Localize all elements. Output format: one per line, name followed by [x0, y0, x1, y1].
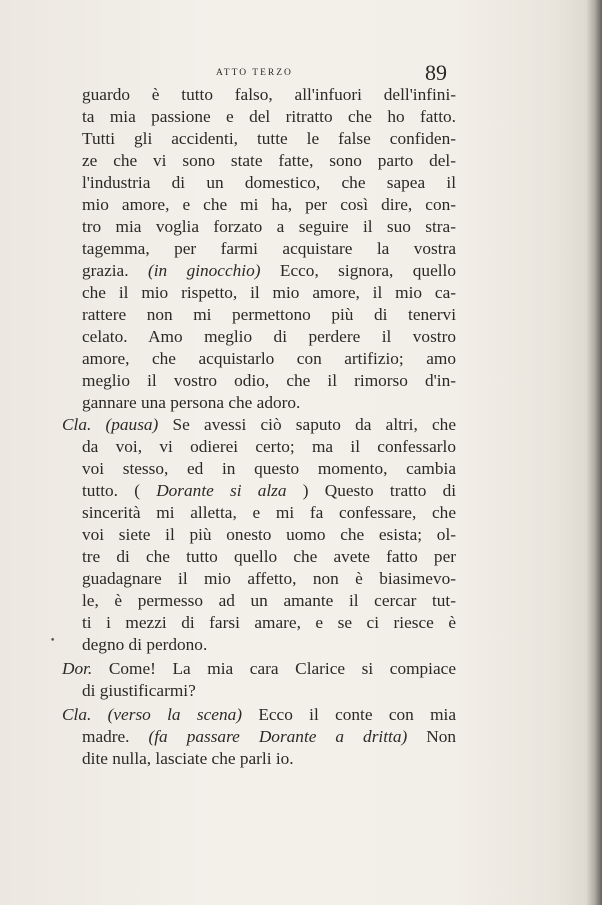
margin-dot: • — [50, 636, 56, 646]
page-number: 89 — [425, 60, 447, 85]
text-line: amore, che acquistarlo con artifizio; amo — [82, 349, 456, 368]
text-line: sincerità mi alletta, e mi fa confessare, che — [82, 503, 456, 522]
running-title: ATTO TERZO — [216, 68, 293, 78]
text-line: celato. Amo meglio di perdere il vostro — [82, 327, 456, 346]
stage-direction: (in ginocchio) — [147, 261, 261, 280]
speaker-label: Cla. — [62, 415, 92, 434]
text-line: ti i mezzi di farsi amare, e se ci riesce è — [82, 613, 456, 632]
text-line: le, è permesso ad un amante il cercar tut- — [82, 591, 456, 610]
stage-direction: (verso la scena) — [107, 705, 242, 724]
speech-line: Cla. (pausa) Se avessi ciò saputo da altri, che — [62, 415, 456, 434]
text-line: voi siete il più onesto uomo che esista; ol- — [82, 525, 456, 544]
page-header — [82, 62, 462, 86]
text-line: rattere non mi permettono più di tenervi — [82, 305, 456, 324]
text-line: l'industria di un domestico, che sapea il — [82, 173, 456, 192]
speaker-label: Dor. — [62, 659, 93, 678]
text-line: Tutti gli accidenti, tutte le false confiden- — [82, 129, 456, 148]
gutter-shadow — [586, 0, 602, 905]
text-line: di giustificarmi? — [82, 681, 196, 700]
stage-direction: Dorante si alza — [156, 481, 287, 500]
text-line: che il mio rispetto, il mio amore, il mio ca- — [82, 283, 456, 302]
text-line: grazia. (in ginocchio) Ecco, signora, quello — [82, 261, 456, 280]
text-line: ze che vi sono state fatte, sono parto del- — [82, 151, 456, 170]
speech-line: Dor. Come! La mia cara Clarice si compiace — [62, 659, 456, 678]
text-line: da voi, vi odierei certo; ma il confessarlo — [82, 437, 456, 456]
text-line: madre. (fa passare Dorante a dritta) Non — [82, 727, 456, 746]
stage-direction: (pausa) — [105, 415, 159, 434]
text-line: mio amore, e che mi ha, per così dire, con- — [82, 195, 456, 214]
speaker-label: Cla. — [62, 705, 92, 724]
text-line: tagemma, per farmi acquistare la vostra — [82, 239, 456, 258]
text-line: dite nulla, lasciate che parli io. — [82, 749, 294, 768]
text-line: guardo è tutto falso, all'infuori dell'infini- — [82, 85, 456, 104]
text-line: guadagnare il mio affetto, non è biasimevo- — [82, 569, 456, 588]
text-line: meglio il vostro odio, che il rimorso d'in- — [82, 371, 456, 390]
text-line: degno di perdono. — [82, 635, 208, 654]
speech-line: Cla. (verso la scena) Ecco il conte con mia — [62, 705, 457, 724]
text-line: ta mia passione e del ritratto che ho fatto. — [82, 107, 456, 126]
text-line: voi stesso, ed in questo momento, cambia — [82, 459, 456, 478]
text-line: tre di che tutto quello che avete fatto per — [82, 547, 456, 566]
text-line: tro mia voglia forzato a seguire il suo stra- — [82, 217, 456, 236]
text-line: tutto. ( Dorante si alza ) Questo tratto di — [82, 481, 457, 500]
text-line: gannare una persona che adoro. — [82, 393, 301, 412]
stage-direction: (fa passare Dorante a dritta) — [148, 727, 408, 746]
